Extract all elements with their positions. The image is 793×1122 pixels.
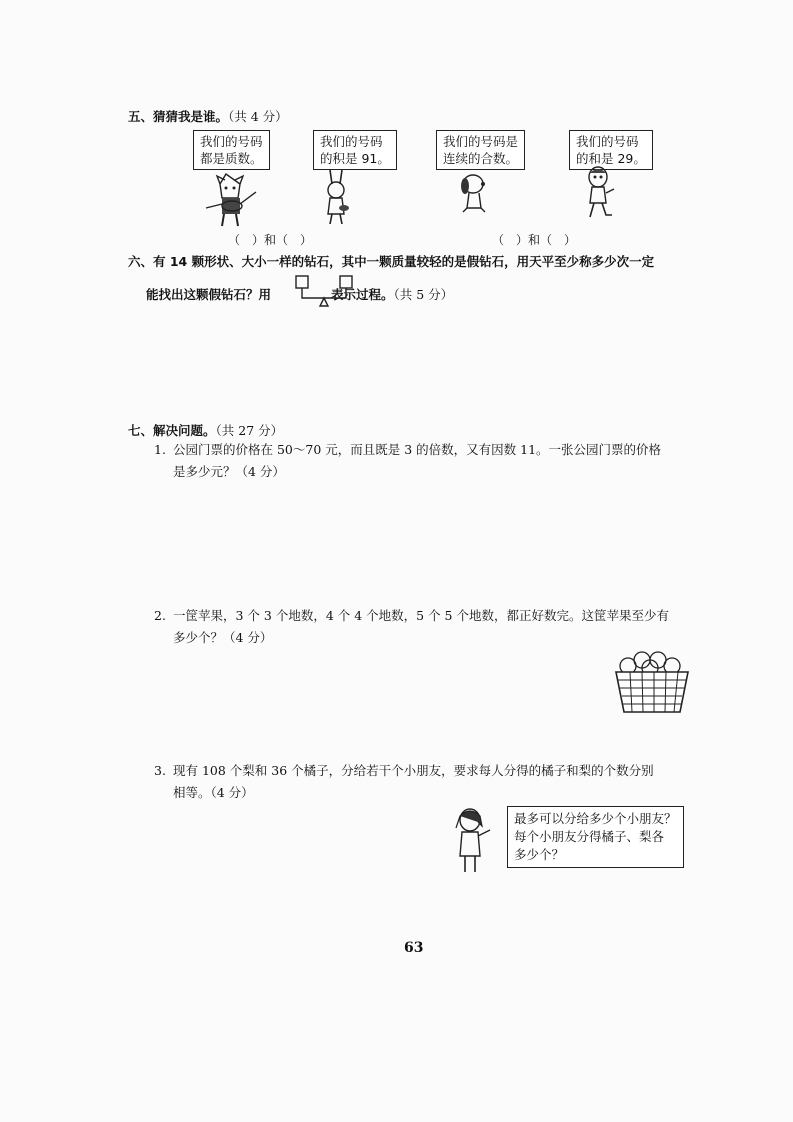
boy-icon xyxy=(580,165,620,223)
girl-icon xyxy=(450,806,495,878)
q1-text: 公园门票的价格在 50～70 元，而且既是 3 的倍数，又有因数 11。一张公园门票的价格 是多少元？（4 分） xyxy=(173,442,662,479)
balance-scale-icon xyxy=(294,272,356,312)
dog-icon xyxy=(455,170,495,215)
section7-heading: 七、解决问题。（共 27 分） xyxy=(128,423,284,438)
cat-icon xyxy=(198,172,263,230)
q3-number: 3. xyxy=(154,763,166,778)
page-number: 63 xyxy=(404,940,424,956)
rabbit-icon xyxy=(318,170,358,228)
apple-basket-icon xyxy=(612,646,692,716)
answer-blank-left[interactable]: （ ）和（ ） xyxy=(228,233,313,247)
section6-heading: 六、有 14 颗形状、大小一样的钻石，其中一颗质量较轻的是假钻石，用天平至少称多少次一定 xyxy=(128,254,655,269)
q2-number: 2. xyxy=(154,608,166,623)
section6-line2: 能找出这颗假钻石？用 表示过程。（共 5 分） xyxy=(146,287,454,302)
speech-bubble-4: 我们的号码 的和是 29。 xyxy=(569,130,653,170)
speech-bubble-1: 我们的号码 都是质数。 xyxy=(193,130,270,170)
section5-heading: 五、猜猜我是谁。（共 4 分） xyxy=(128,109,288,124)
answer-blank-right[interactable]: （ ）和（ ） xyxy=(492,233,577,247)
q2-text: 一筐苹果，3 个 3 个地数，4 个 4 个地数，5 个 5 个地数，都正好数完。这筐苹果至少有 多少个？（4 分） xyxy=(173,608,669,645)
question-bubble: 最多可以分给多少个小朋友？ 每个小朋友分得橘子、梨各 多少个？ xyxy=(507,806,684,868)
q1-number: 1. xyxy=(154,442,166,457)
speech-bubble-3: 我们的号码是 连续的合数。 xyxy=(436,130,525,170)
q3-text: 现有 108 个梨和 36 个橘子，分给若干个小朋友，要求每人分得的橘子和梨的个数分别 相等。（4 分） xyxy=(173,763,654,800)
speech-bubble-2: 我们的号码 的积是 91。 xyxy=(313,130,397,170)
